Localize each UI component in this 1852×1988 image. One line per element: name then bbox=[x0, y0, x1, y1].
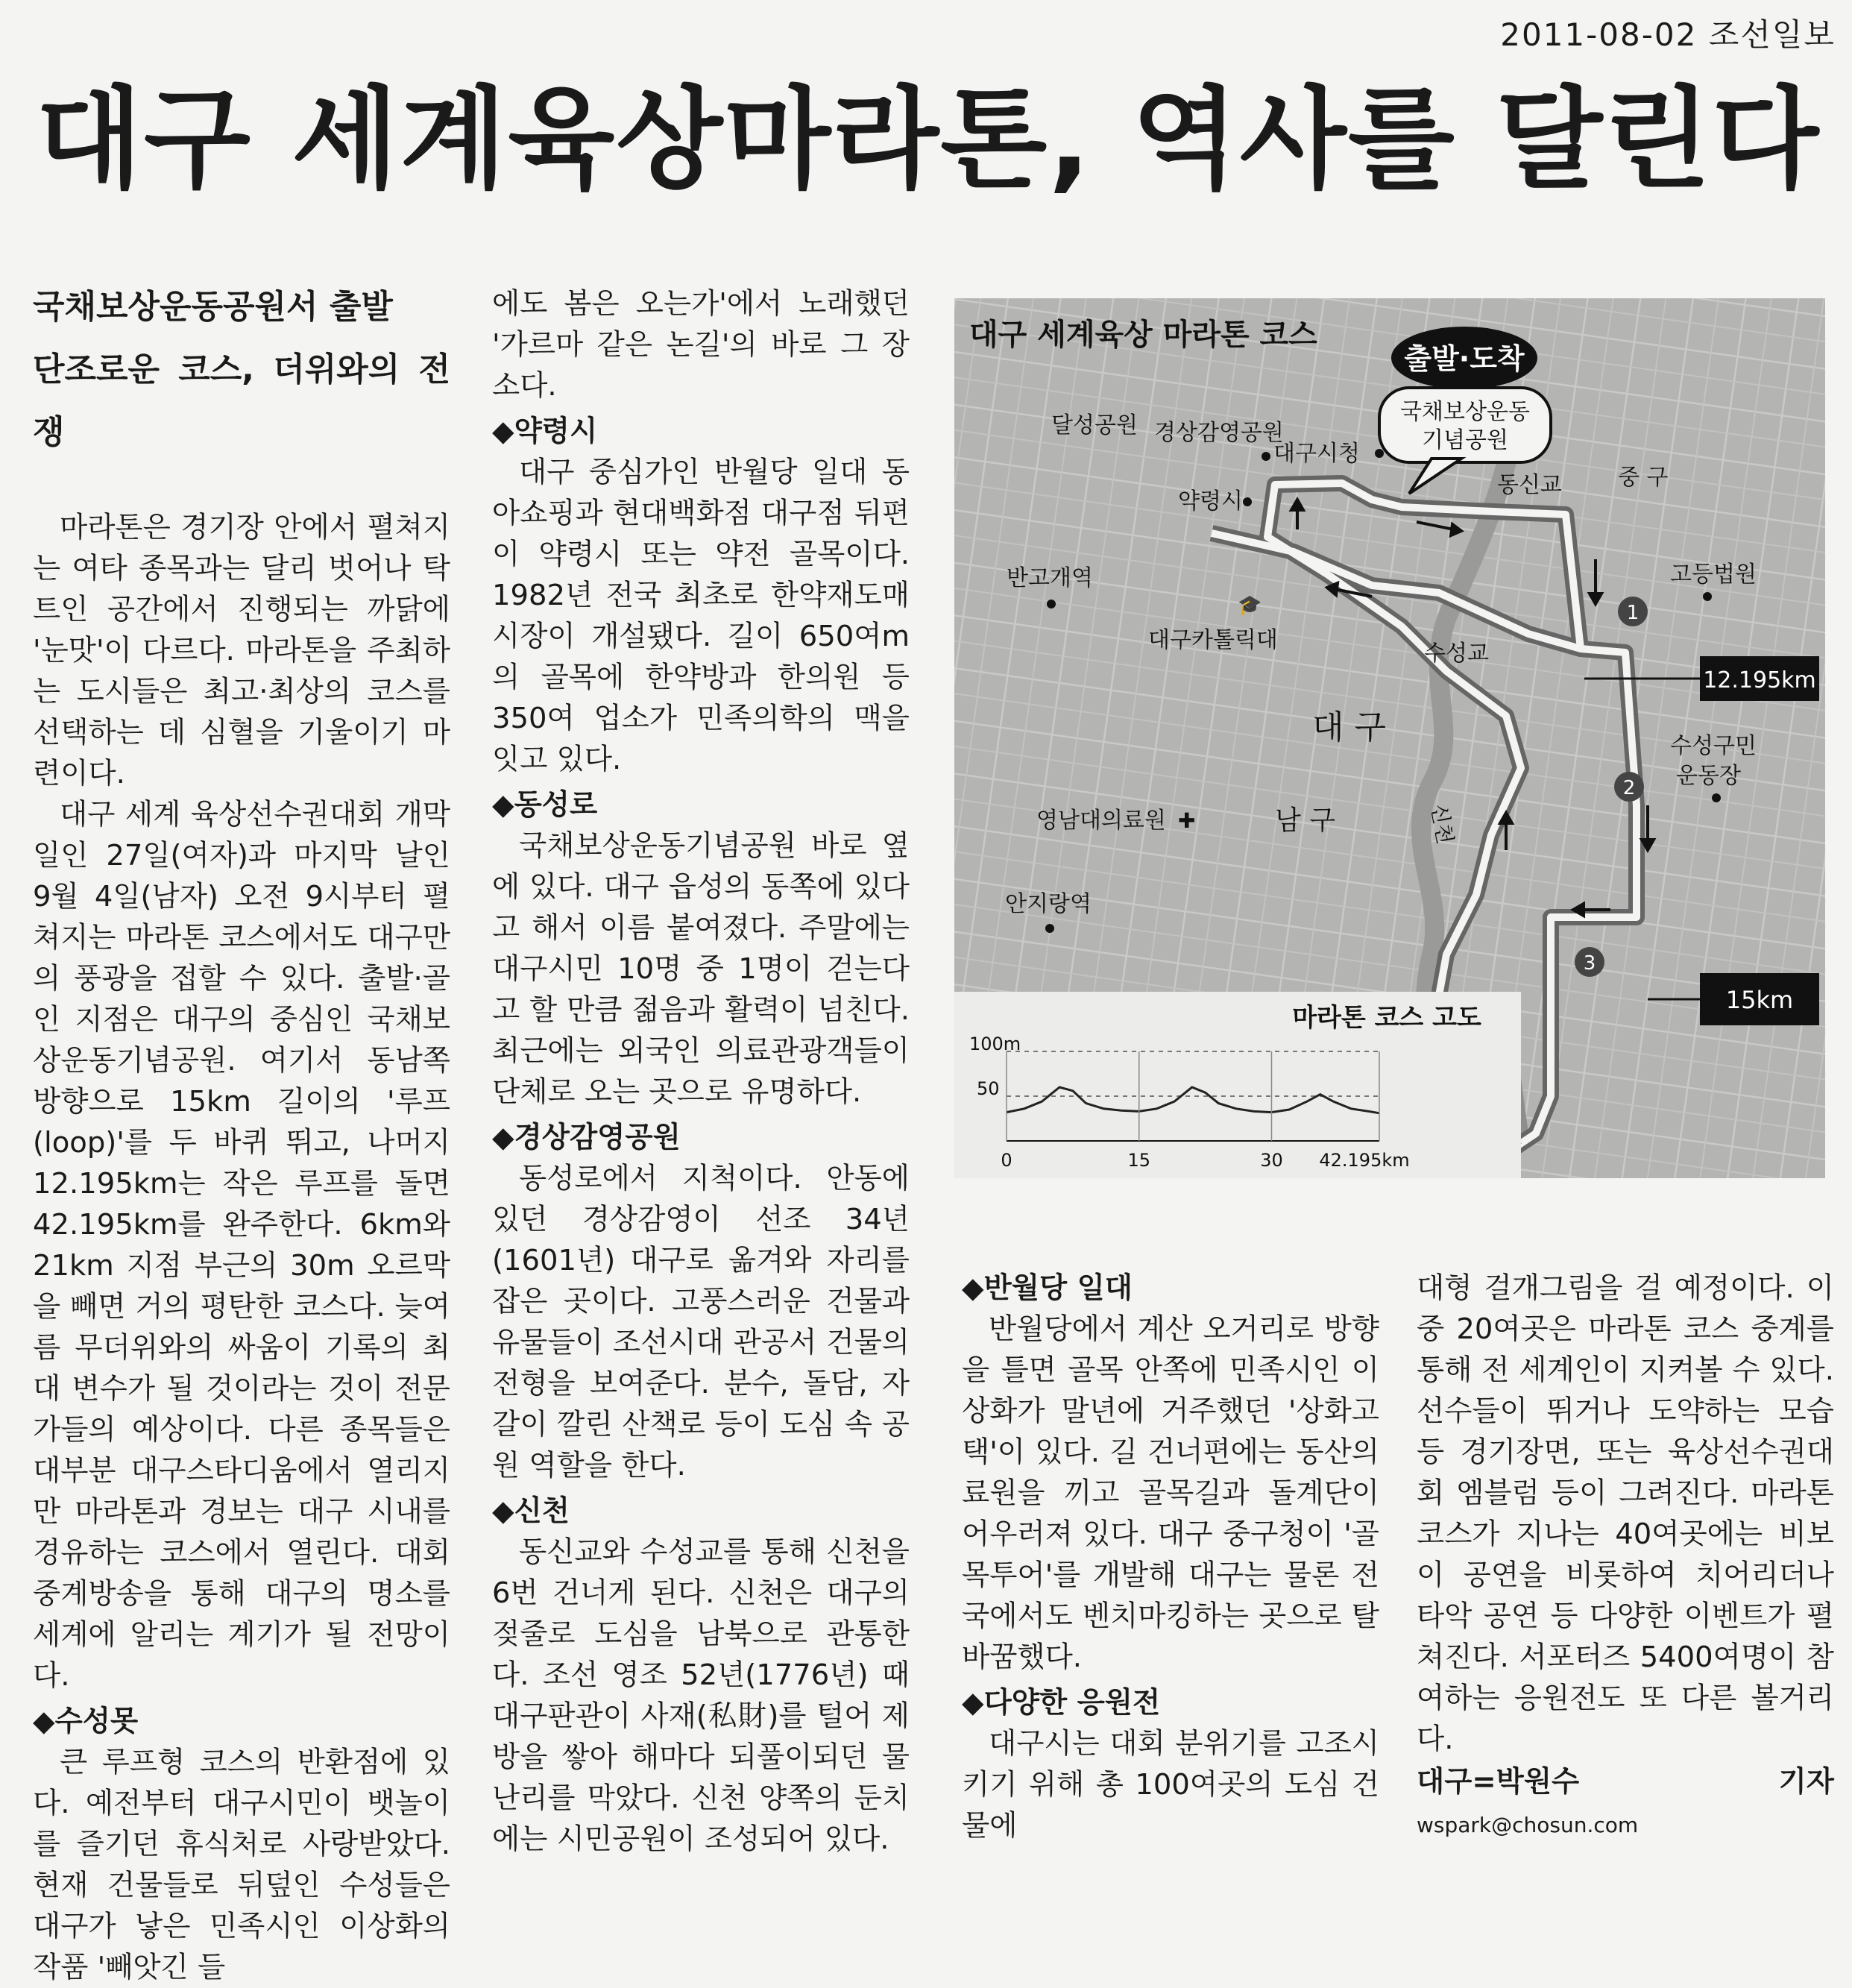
place-dalseong-park: 달성공원 bbox=[1051, 412, 1138, 438]
headline: 대구 세계육상마라톤, 역사를 달린다 bbox=[36, 75, 1821, 204]
svg-text:1: 1 bbox=[1626, 602, 1640, 624]
place-anjirang-station: 안지랑역 bbox=[1005, 891, 1092, 917]
place-marker-icon bbox=[1262, 452, 1270, 461]
paragraph: 동성로에서 지척이다. 안동에 있던 경상감영이 선조 34년(1601년) 대구로 옮겨와 자리를 잡은 곳이다. 고풍스러운 건물과 유물들이 조선시대 관공서 건물의 전형을 보여준다. 분수, 돌담, 자갈이 깔린 산책로 등이 도심 속 공원 역할을 한다. bbox=[492, 1162, 910, 1482]
place-suseong-bridge: 수성교 bbox=[1424, 641, 1489, 667]
article-column-4 bbox=[1417, 1268, 1834, 1846]
place-city-hall: 대구시청 bbox=[1273, 441, 1360, 467]
place-jung-gu: 중 구 bbox=[1618, 465, 1669, 491]
place-marker-icon bbox=[1045, 924, 1054, 933]
place-sincheon: 신천 bbox=[1426, 802, 1458, 846]
place-bango-station: 반고개역 bbox=[1007, 565, 1093, 591]
place-marker-icon bbox=[1712, 793, 1721, 802]
place-marker-icon bbox=[1375, 449, 1384, 458]
place-catholic-univ: 대구카톨릭대 bbox=[1148, 627, 1278, 653]
paragraph: 대구 중심가인 반월당 일대 동아쇼핑과 현대백화점 대구점 뒤편이 약령시 또는 약전 골목이다. 1982년 전국 최초로 한약재도매시장이 개설됐다. 길이 650여m의 골목에 한약방과 한의원 등 350여 업소가 민족의학의 맥을 잇고 있다. bbox=[492, 456, 910, 776]
paragraph: 대형 걸개그림을 걸 예정이다. 이 중 20여곳은 마라톤 코스 중계를 통해 전 세계인이 지켜볼 수 있다. 선수들이 뛰거나 도약하는 모습 등 경기장면, 또는 육상선수권대회 엠블럼 등이 그려진다. 마라톤 코스가 지나는 40여곳에는 비보이 공연을 비롯하여 치어리더나 타악 공연 등 다양한 이벤트가 펼쳐진다. 서포터즈 5400여명이 참여하는 응원전도 또 다른 볼거리다. bbox=[1417, 1271, 1834, 1756]
course-marker-2 bbox=[1614, 772, 1644, 802]
place-high-court: 고등법원 bbox=[1670, 562, 1757, 588]
section-heading-yakryeongsi: ◆약령시 bbox=[492, 415, 598, 448]
chart-xtick-label: 42.195km bbox=[1319, 1150, 1410, 1171]
hospital-icon: ✚ bbox=[1178, 808, 1196, 833]
section-heading-cheering: ◆다양한 응원전 bbox=[962, 1686, 1161, 1720]
elevation-chart bbox=[954, 992, 1521, 1178]
section-heading-banwoldang: ◆반월당 일대 bbox=[962, 1271, 1133, 1305]
distance-15-label: 15km bbox=[1725, 986, 1794, 1014]
place-stadium-line-2: 운동장 bbox=[1676, 763, 1741, 789]
course-marker-1 bbox=[1618, 597, 1648, 626]
paragraph: 반월당에서 계산 오거리로 방향을 틀면 골목 안쪽에 민족시인 이상화가 말년에 거주했던 '상화고택'이 있다. 길 건너편에는 동산의료원을 끼고 골목길과 돌계단이 어우러져 있다. 대구 중구청이 '골목투어'를 개발해 대구는 물론 전국에서도 벤치마킹하는 곳으로 탈바꿈했다. bbox=[962, 1312, 1379, 1674]
university-icon: 🎓 bbox=[1238, 594, 1262, 617]
place-nam-gu: 남 구 bbox=[1275, 805, 1335, 836]
paragraph: 국채보상운동기념공원 바로 옆에 있다. 대구 읍성의 동쪽에 있다고 해서 이름 붙여졌다. 주말에는 대구시민 10명 중 1명이 걷는다고 할 만큼 젊음과 활력이 넘친다. 최근에는 외국인 의료관광객들이 단체로 오는 곳으로 유명하다. bbox=[492, 829, 910, 1109]
chart-xtick-label: 0 bbox=[1001, 1150, 1012, 1171]
dateline: 2011-08-02 조선일보 bbox=[1500, 16, 1836, 53]
place-marker-icon bbox=[1703, 592, 1712, 601]
byline: 대구=박원수 기자 bbox=[1417, 1765, 1834, 1799]
svg-text:3: 3 bbox=[1583, 952, 1596, 975]
chart-title: 마라톤 코스 고도 bbox=[1292, 1003, 1481, 1033]
section-heading-gyeongsang: ◆경상감영공원 bbox=[492, 1121, 681, 1154]
place-yakryeongsi: 약령시 bbox=[1178, 488, 1243, 515]
article-column-1 bbox=[33, 276, 450, 1988]
place-gyeongsang-park: 경상감영공원 bbox=[1154, 420, 1284, 446]
byline-email: wspark@chosun.com bbox=[1417, 1813, 1639, 1837]
paragraph: 에도 봄은 오는가'에서 노래했던 '가르마 같은 논길'의 바로 그 장소다. bbox=[492, 287, 910, 403]
chart-xtick-label: 30 bbox=[1260, 1150, 1283, 1171]
start-place-line-1: 국채보상운동 bbox=[1400, 399, 1530, 425]
subhead-1: 국채보상운동공원서 출발 bbox=[33, 288, 393, 326]
article-column-2 bbox=[492, 283, 910, 1860]
place-marker-icon bbox=[1047, 600, 1056, 608]
map-title: 대구 세계육상 마라톤 코스 bbox=[969, 318, 1317, 352]
article-column-3 bbox=[962, 1268, 1379, 1846]
distance-12-label: 12.195km bbox=[1703, 667, 1816, 693]
place-daegu: 대 구 bbox=[1312, 708, 1386, 746]
paragraph: 마라톤은 경기장 안에서 펼쳐지는 여타 종목과는 달리 벗어나 탁 트인 공간에서 진행되는 까닭에 '눈맛'이 다르다. 마라톤을 주최하는 도시들은 최고·최상의 코스를 선택하는 데 심혈을 기울이기 마련이다. bbox=[33, 511, 450, 790]
paragraph: 대구 세계 육상선수권대회 개막일인 27일(여자)과 마지막 날인 9월 4일(남자) 오전 9시부터 펼쳐지는 마라톤 코스에서도 대구만의 풍광을 접할 수 있다. 출발·골인 지점은 대구의 중심인 국채보상운동기념공원. 여기서 동남쪽 방향으로 15km 길이의 '루프(loop)'를 두 바퀴 뛰고, 나머지 12.195km는 작은 루프를 돌면 42.195km를 완주한다. 6km와 21km 지점 부근의 30m 오르막을 빼면 거의 평탄한 코스다. 늦여름 무더위와의 싸움이 기록의 최대 변수가 될 것이라는 것이 전문가들의 예상이다. 다른 종목들은 대부분 대구스타디움에서 열리지만 마라톤과 경보는 대구 시내를 경유하는 코스에서 열린다. 대회 중계방송을 통해 대구의 명소를 세계에 알리는 계기가 될 전망이다. bbox=[33, 798, 450, 1693]
section-heading-suseongmot: ◆수성못 bbox=[33, 1705, 139, 1738]
start-finish-label: 출발·도착 bbox=[1404, 342, 1525, 375]
place-stadium-line-1: 수성구민 bbox=[1670, 733, 1757, 759]
chart-xtick-label: 15 bbox=[1127, 1150, 1151, 1171]
section-heading-dongseongro: ◆동성로 bbox=[492, 788, 598, 822]
paragraph: 동신교와 수성교를 통해 신천을 6번 건너게 된다. 신천은 대구의 젖줄로 도심을 남북으로 관통한다. 조선 영조 52년(1776년) 때 대구판관이 사재(私財)를 털어 제방을 쌓아 해마다 되풀이되던 물난리를 막았다. 신천 양쪽의 둔치에는 시민공원이 조성되어 있다. bbox=[492, 1535, 910, 1856]
chart-ytick-50: 50 bbox=[977, 1078, 1000, 1099]
chart-ytick-100: 100m bbox=[969, 1034, 1021, 1054]
place-dongsin-bridge: 동신교 bbox=[1497, 472, 1562, 498]
place-yeungnam-hospital: 영남대의료원 bbox=[1036, 808, 1166, 834]
place-marker-icon bbox=[1243, 497, 1252, 506]
start-place-line-2: 기념공원 bbox=[1422, 427, 1508, 453]
marathon-course-map bbox=[954, 298, 1825, 1178]
section-heading-sincheon: ◆신천 bbox=[492, 1494, 570, 1528]
svg-text:2: 2 bbox=[1622, 777, 1636, 799]
paragraph: 큰 루프형 코스의 반환점에 있다. 예전부터 대구시민이 뱃놀이를 즐기던 휴식처로 사랑받았다. 현재 건물들로 뒤덮인 수성들은 대구가 낳은 민족시인 이상화의 작품 '빼앗긴 들 bbox=[33, 1746, 450, 1984]
course-marker-3 bbox=[1575, 947, 1604, 977]
subhead-2: 단조로운 코스, 더위와의 전쟁 bbox=[33, 350, 450, 451]
paragraph: 대구시는 대회 분위기를 고조시키기 위해 총 100여곳의 도심 건물에 bbox=[962, 1727, 1379, 1843]
